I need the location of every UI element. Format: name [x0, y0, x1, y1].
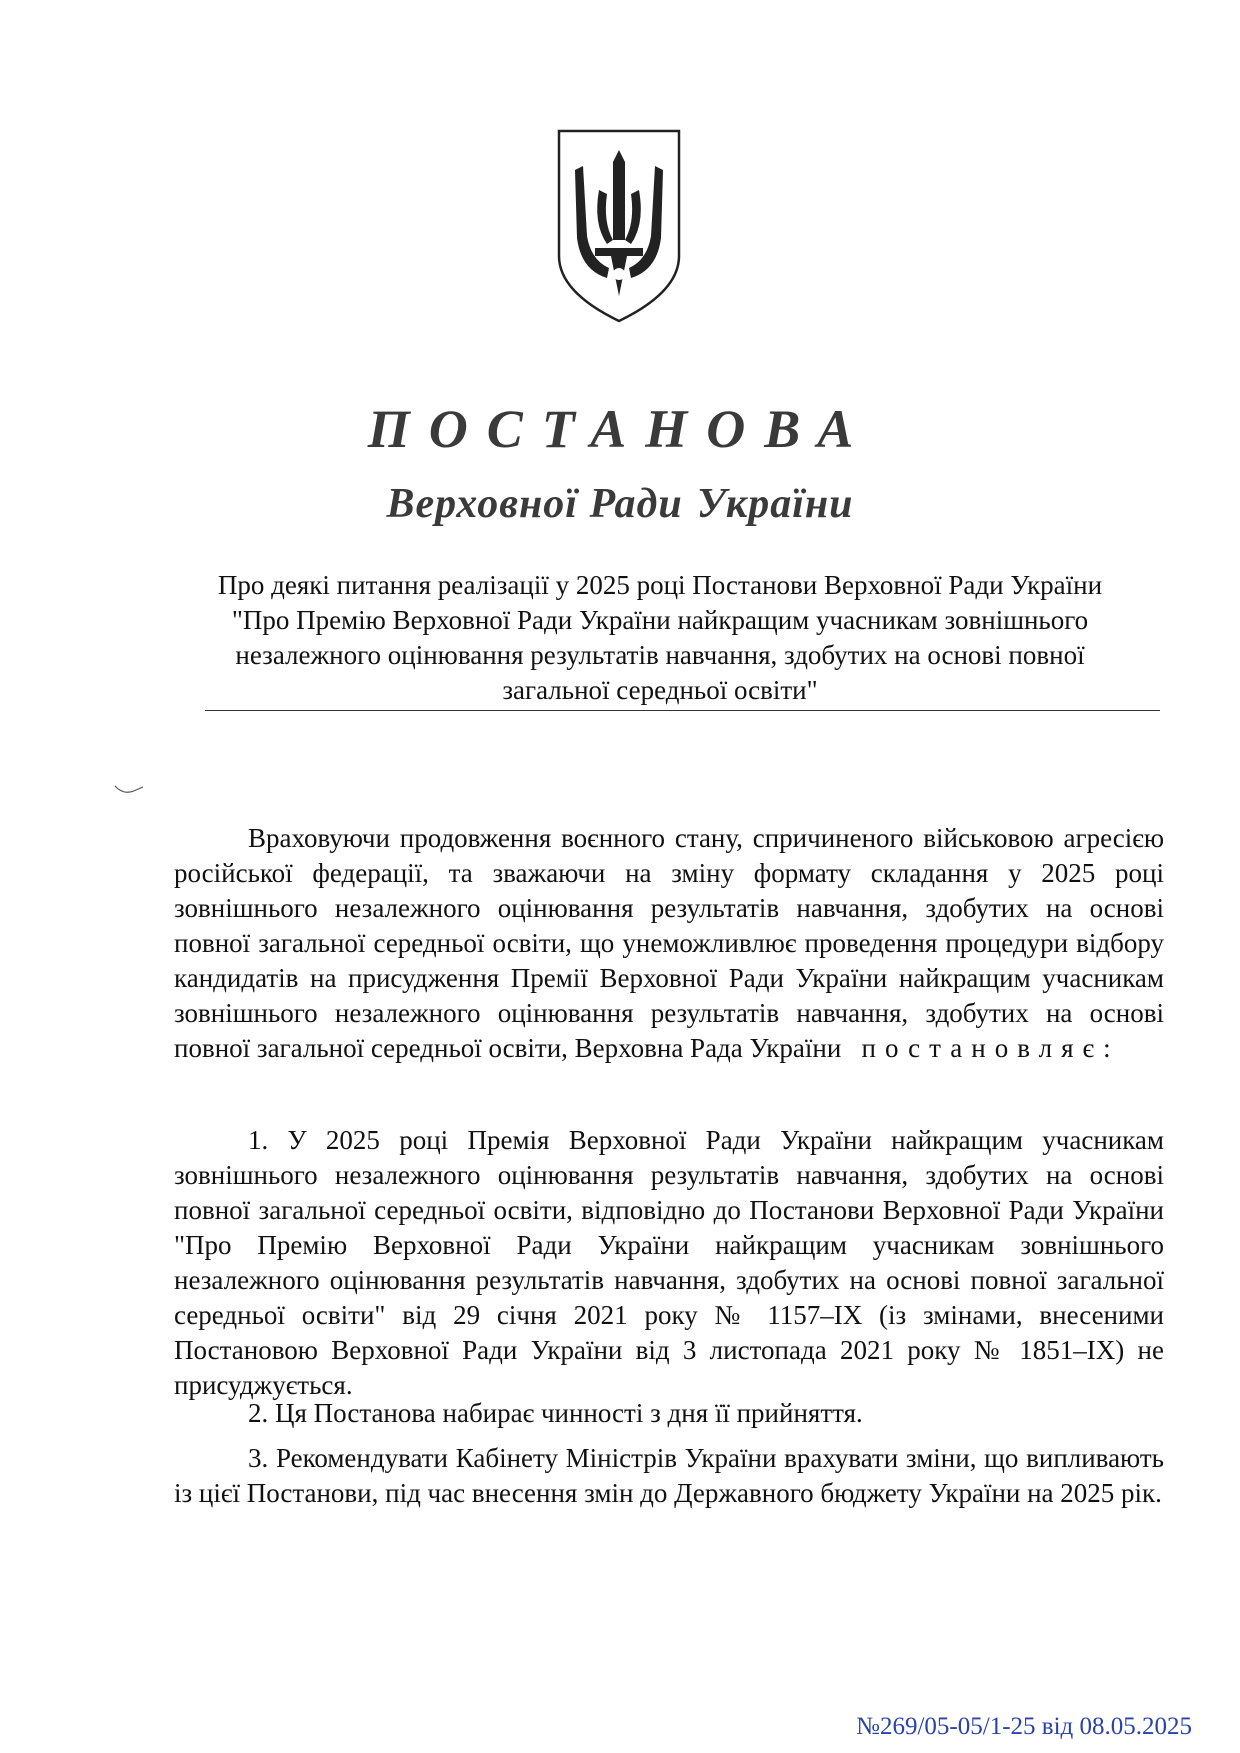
heading-divider: [205, 710, 1160, 711]
paragraph-1: [174, 1123, 1164, 1403]
heading-line: "Про Премію Верховної Ради України найкращим учасникам зовнішнього: [231, 605, 1089, 635]
paragraph-3-text: 3. Рекомендувати Кабінету Міністрів України врахувати зміни, що випливають із цієї Постанови, під час внесення змін до Державного бюджету України на 2025 рік.: [174, 1443, 1164, 1508]
paragraph-2: [174, 1396, 1164, 1431]
resolution-heading: [175, 568, 1145, 708]
document-title: ПОСТАНОВА: [367, 399, 873, 459]
scan-mark-icon: [114, 784, 144, 796]
heading-line: Про деякі питання реалізації у 2025 році Постанови Верховної Ради України: [217, 570, 1103, 600]
document-subtitle: [0, 480, 1240, 528]
heading-line: незалежного оцінювання результатів навчання, здобутих на основі повної: [235, 640, 1085, 670]
registration-number: №269/05-05/1-25 від 08.05.2025: [856, 1713, 1192, 1740]
preamble-paragraph: [174, 821, 1164, 1066]
resolves-word: постановляє:: [861, 1033, 1120, 1063]
paragraph-1-text: 1. У 2025 році Премія Верховної Ради України найкращим учасникам зовнішнього незалежного оцінювання результатів навчання, здобутих на основі повної загальної середньої освіти, відповідно до Постанови Верховної Ради України "Про Премію Верховної Ради України найкращим учасникам зовнішнього незалежного оцінювання результатів навчання, здобутих на основі повної загальної середньої освіти" від 29 січня 2021 року № 1157–IX (із змінами, внесеними Постановою Верховної Ради України від 3 листопада 2021 року № 1851–IX) не присуджується.: [174, 1125, 1164, 1400]
subtitle-part-2: України: [696, 481, 854, 527]
paragraph-3: [174, 1441, 1164, 1511]
subtitle-part-1: Верховної Ради: [386, 481, 683, 527]
trident-coat-of-arms-icon: [555, 128, 683, 324]
preamble-text: Враховуючи продовження воєнного стану, спричиненого військовою агресією російської федерації, та зважаючи на зміну формату складання у 2025 році зовнішнього незалежного оцінювання результатів навчання, здобутих на основі повної загальної середньої освіти, що унеможливлює проведення процедури відбору кандидатів на присудження Премії Верховної Ради України найкращим учасникам зовнішнього незалежного оцінювання результатів навчання, здобутих на основі повної загальної середньої освіти, Верховна Рада України: [174, 823, 1164, 1063]
paragraph-2-text: 2. Ця Постанова набирає чинності з дня її прийняття.: [248, 1398, 863, 1428]
heading-line: загальної середньої освіти": [502, 675, 818, 705]
